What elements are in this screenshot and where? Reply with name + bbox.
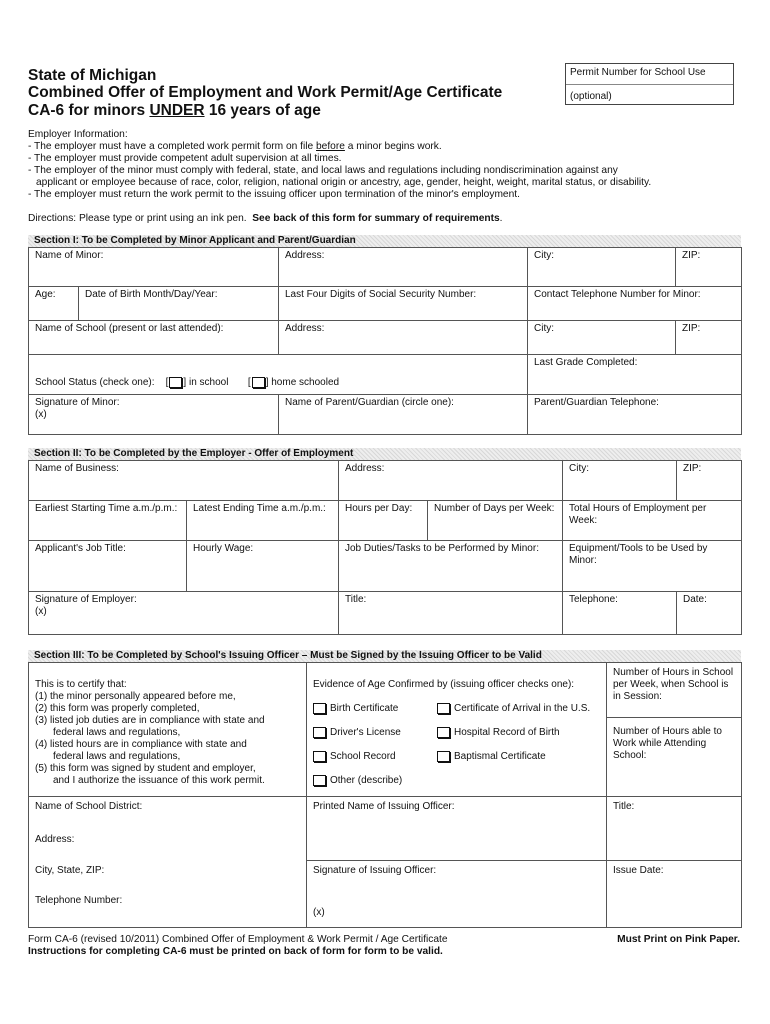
- form-title-main: Combined Offer of Employment and Work Permit/Age Certificate: [28, 84, 503, 101]
- baptismal-label: Baptismal Certificate: [454, 751, 546, 763]
- section3-table: [28, 662, 742, 928]
- section3-heading: Section III: To be Completed by School's Issuing Officer – Must be Signed by the Issuing Officer to be Valid: [28, 650, 741, 662]
- birth-cert-label: Birth Certificate: [330, 703, 399, 715]
- section2-table: [28, 460, 742, 635]
- field-business-address[interactable]: Address:: [339, 461, 563, 501]
- employer-rule-1-pre: - The employer must have a completed work permit form on file: [28, 141, 317, 152]
- field-minor-city[interactable]: City:: [528, 248, 676, 287]
- arrival-cert-label: Certificate of Arrival in the U.S.: [454, 703, 591, 715]
- certify-line-1: (1) the minor personally appeared before me,: [35, 691, 236, 702]
- field-hourly-wage[interactable]: Hourly Wage:: [187, 541, 339, 592]
- field-age[interactable]: Age:: [29, 287, 79, 320]
- field-officer-signature[interactable]: [307, 861, 606, 923]
- age-dob-cell: [29, 287, 279, 321]
- form-title-sub: [28, 101, 321, 120]
- directions-bold: See back of this form for summary of requirements: [252, 213, 500, 224]
- employer-rule-1: [28, 141, 748, 153]
- officer-cell: [307, 797, 607, 928]
- other-checkbox[interactable]: [313, 775, 326, 786]
- section2-heading: Section II: To be Completed by the Employer - Offer of Employment: [28, 448, 741, 460]
- field-days-per-week[interactable]: Number of Days per Week:: [428, 501, 563, 541]
- field-employer-date[interactable]: Date:: [677, 592, 742, 635]
- certify-line-3: (3) listed job duties are in compliance with state and: [35, 715, 265, 726]
- school-status-cell: School Status (check one): [ ] in school [ ] home schooled: [29, 355, 528, 395]
- field-signature-minor[interactable]: [29, 395, 279, 435]
- hours-cell: [607, 663, 742, 797]
- arrival-cert-checkbox[interactable]: [437, 703, 450, 714]
- field-latest-end[interactable]: Latest Ending Time a.m./p.m.:: [187, 501, 339, 541]
- district-cell: [29, 797, 307, 928]
- sig-employer-label: Signature of Employer:: [35, 594, 137, 605]
- field-school-city[interactable]: City:: [528, 321, 676, 355]
- field-business-name[interactable]: Name of Business:: [29, 461, 339, 501]
- employer-rule-1-under: before: [316, 141, 345, 152]
- officer-signature-label: Signature of Issuing Officer:: [313, 865, 437, 876]
- field-school-district[interactable]: Name of School District:: [35, 801, 143, 812]
- permit-label: Permit Number for School Use: [570, 67, 706, 78]
- home-schooled-checkbox[interactable]: [252, 377, 265, 388]
- school-status-label: School Status (check one):: [35, 377, 155, 388]
- employer-rule-3: - The employer of the minor must comply with federal, state, and local laws and regulations including nondiscrimination against any: [28, 165, 618, 176]
- school-record-checkbox[interactable]: [313, 751, 326, 762]
- field-job-duties[interactable]: Job Duties/Tasks to be Performed by Minor:: [339, 541, 563, 592]
- field-hours-per-day[interactable]: Hours per Day:: [339, 501, 428, 541]
- in-school-checkbox[interactable]: [169, 377, 182, 388]
- permit-divider: [566, 84, 733, 85]
- field-district-city-state-zip[interactable]: City, State, ZIP:: [35, 865, 105, 876]
- field-district-address[interactable]: Address:: [35, 834, 75, 845]
- sig-minor-label: Signature of Minor:: [35, 397, 120, 408]
- employer-info-heading: Employer Information:: [28, 129, 128, 140]
- school-record-label: School Record: [330, 751, 396, 763]
- field-hours-in-session[interactable]: Number of Hours in School per Week, when School is in Session:: [607, 663, 741, 718]
- certify-line-8: and I authorize the issuance of this work permit.: [53, 775, 265, 786]
- field-date-of-birth[interactable]: Date of Birth Month/Day/Year:: [85, 289, 218, 300]
- field-employer-telephone[interactable]: Telephone:: [563, 592, 677, 635]
- field-issue-date[interactable]: Issue Date:: [613, 865, 664, 876]
- directions-text: Directions: Please type or print using an ink pen.: [28, 213, 247, 224]
- title-date-cell: [607, 797, 742, 928]
- baptismal-checkbox[interactable]: [437, 751, 450, 762]
- hospital-record-label: Hospital Record of Birth: [454, 727, 560, 739]
- employer-rule-3b: applicant or employee because of race, color, religion, national origin or ancestry, age, gender, height, weight, marital status, or disability.: [36, 177, 652, 188]
- field-business-city[interactable]: City:: [563, 461, 677, 501]
- certify-line-2: (2) this form was properly completed,: [35, 703, 200, 714]
- in-school-label: in school: [188, 377, 229, 388]
- employer-rule-4: - The employer must return the work permit to the issuing officer upon termination of the minor's employment.: [28, 189, 520, 200]
- title-under: UNDER: [149, 102, 205, 119]
- field-minor-address[interactable]: Address:: [279, 248, 528, 287]
- certify-cell: [29, 663, 307, 797]
- footer-instructions: Instructions for completing CA-6 must be printed on back of form for form to be valid.: [28, 946, 443, 957]
- certify-line-0: This is to certify that:: [35, 679, 127, 690]
- field-employer-title[interactable]: Title:: [339, 592, 563, 635]
- other-label: Other (describe): [330, 775, 403, 787]
- hospital-record-checkbox[interactable]: [437, 727, 450, 738]
- employer-info: [28, 129, 748, 201]
- field-last-grade[interactable]: Last Grade Completed:: [528, 355, 742, 395]
- section1-table: [28, 247, 742, 435]
- employer-rule-1-post: a minor begins work.: [344, 141, 442, 152]
- certify-line-4: federal laws and regulations,: [53, 727, 181, 738]
- permit-optional: (optional): [570, 91, 612, 102]
- evidence-label: Evidence of Age Confirmed by (issuing officer checks one):: [313, 679, 575, 690]
- field-minor-contact-phone[interactable]: Contact Telephone Number for Minor:: [528, 287, 742, 321]
- sig-employer-x: (x): [35, 606, 47, 617]
- permit-number-box[interactable]: [565, 63, 734, 105]
- drivers-license-label: Driver's License: [330, 727, 401, 739]
- field-school-name[interactable]: Name of School (present or last attended):: [29, 321, 279, 355]
- field-signature-employer[interactable]: [29, 592, 339, 635]
- field-equipment[interactable]: Equipment/Tools to be Used by Minor:: [563, 541, 742, 592]
- employer-rule-2: - The employer must provide competent adult supervision at all times.: [28, 153, 342, 164]
- field-business-zip[interactable]: ZIP:: [677, 461, 742, 501]
- field-printed-name[interactable]: Printed Name of Issuing Officer:: [307, 797, 606, 861]
- evidence-cell: [307, 663, 607, 797]
- field-officer-title[interactable]: Title:: [607, 797, 741, 861]
- field-name-of-minor[interactable]: Name of Minor:: [29, 248, 279, 287]
- home-schooled-label: home schooled: [271, 377, 340, 388]
- birth-cert-checkbox[interactable]: [313, 703, 326, 714]
- field-job-title[interactable]: Applicant's Job Title:: [29, 541, 187, 592]
- footer-form-line: Form CA-6 (revised 10/2011) Combined Offer of Employment & Work Permit / Age Certificate: [28, 934, 448, 945]
- field-school-address[interactable]: Address:: [279, 321, 528, 355]
- officer-signature-x: (x): [313, 907, 325, 918]
- field-parent-name[interactable]: Name of Parent/Guardian (circle one):: [279, 395, 528, 435]
- field-parent-phone[interactable]: Parent/Guardian Telephone:: [528, 395, 742, 435]
- sig-minor-x: (x): [35, 409, 47, 420]
- drivers-license-checkbox[interactable]: [313, 727, 326, 738]
- form-title-state: State of Michigan: [28, 67, 157, 84]
- field-school-zip[interactable]: ZIP:: [676, 321, 742, 355]
- field-total-hours[interactable]: Total Hours of Employment per Week:: [563, 501, 742, 541]
- title-suffix: 16 years of age: [204, 102, 321, 119]
- title-prefix: CA-6 for minors: [28, 102, 150, 119]
- directions: Directions: Please type or print using an ink pen. See back of this form for summary of requirements.: [28, 213, 503, 224]
- field-district-telephone[interactable]: Telephone Number:: [35, 895, 123, 906]
- field-earliest-start[interactable]: Earliest Starting Time a.m./p.m.:: [29, 501, 187, 541]
- field-hours-able[interactable]: Number of Hours able to Work while Attending School:: [613, 726, 722, 761]
- footer-pink-paper: Must Print on Pink Paper.: [617, 934, 740, 945]
- field-minor-zip[interactable]: ZIP:: [676, 248, 742, 287]
- certify-line-6: federal laws and regulations,: [53, 751, 181, 762]
- section1-heading: Section I: To be Completed by Minor Applicant and Parent/Guardian: [28, 235, 741, 247]
- certify-line-5: (4) listed hours are in compliance with state and: [35, 739, 247, 750]
- certify-line-7: (5) this form was signed by student and employer,: [35, 763, 256, 774]
- field-ssn-last-four[interactable]: Last Four Digits of Social Security Number:: [279, 287, 528, 321]
